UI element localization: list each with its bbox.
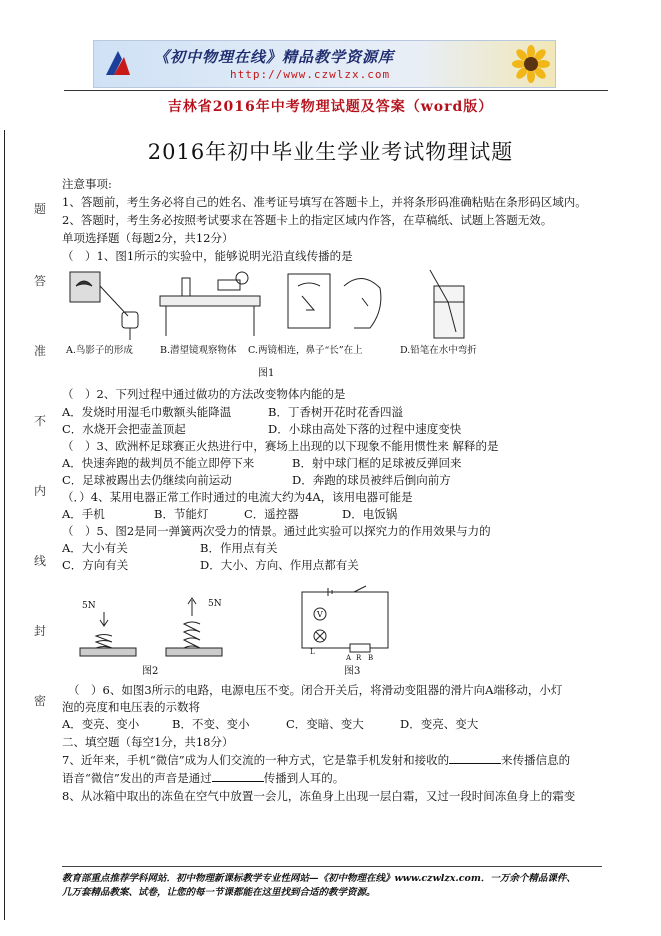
sunflower-icon [511,44,551,84]
site-banner [93,40,556,88]
document-subtitle: 吉林省2016年中考物理试题及答案（word版） [167,99,494,115]
banner-url[interactable]: http://www.czwlzx.com [230,68,391,81]
question-7-cont: 语音“微信”发出的声音是通过 传播到人耳的。 [62,771,345,785]
option-b: B．节能灯 [154,507,209,521]
figure-1-caption-d: D.铅笔在水中弯折 [400,345,477,356]
option-b: B．作用点有关 [200,541,278,555]
header-rule [64,90,608,91]
figure-2-force-label-left: 5N [82,601,96,611]
margin-char: 题 [34,202,47,216]
notes-heading: 注意事项: [62,177,112,191]
option-a: A．快速奔跑的裁判员不能立即停下来 [62,456,255,470]
svg-text:L: L [310,648,315,656]
option-a: A．手机 [62,507,105,521]
answer-blank[interactable] [449,752,501,764]
figure-1-caption-b: B.潜望镜观察物体 [160,345,237,356]
banner-title: 《初中物理在线》精品教学资源库 [154,48,395,66]
question-8: 8、从冰箱中取出的冻鱼在空气中放置一会儿，冻鱼身上出现一层白霜，又过一段时间冻鱼身上的霜变 [62,789,576,803]
option-b: B．射中球门框的足球被反弹回来 [292,456,462,470]
figure-3-circuit [298,584,394,662]
margin-char: 封 [34,624,47,638]
figure-1-label: 图1 [258,368,275,379]
document-title: 2016年初中毕业生学业考试物理试题 [147,140,514,164]
option-a: A．变亮、变小 [62,717,140,731]
figure-1-caption-c: C.两镜相连，鼻子“长”在上 [248,345,363,356]
note-item: 1、答题前，考生务必将自己的姓名、准考证号填写在答题卡上，并将条形码准确粘贴在条形码区域内。 [62,195,587,209]
option-b: B．不变、变小 [172,717,250,731]
svg-text:B: B [368,654,374,662]
binding-line [4,130,6,920]
option-d: D．变亮、变大 [400,717,479,731]
figure-2-label: 图2 [142,666,159,677]
question-4: （．）4、某用电器正常工作时通过的电流大约为4A，该用电器可能是 [62,490,413,504]
question-6-cont: 泡的亮度和电压表的示数将 [62,700,200,714]
margin-char: 内 [34,484,47,498]
answer-blank[interactable] [212,770,264,782]
section-heading: 二、填空题（每空1分，共18分） [62,735,234,749]
option-d: D．大小、方向、作用点都有关 [200,558,359,572]
section-heading: 单项选择题（每题2分，共12分） [62,231,234,245]
option-d: D．奔跑的球员被绊后倒向前方 [292,473,451,487]
option-a: A．发烧时用湿毛巾敷额头能降温 [62,405,232,419]
margin-char: 不 [34,414,47,428]
figure-2-force-label-right: 5N [208,599,222,609]
figure-3-label: 图3 [344,666,361,677]
footer-rule [62,866,602,867]
option-d: D．电饭锅 [342,507,398,521]
svg-text:R: R [356,654,362,662]
margin-char: 准 [34,344,47,358]
option-c: C．水烧开会把壶盖顶起 [62,422,186,436]
margin-char: 密 [34,694,47,708]
option-c: C．方向有关 [62,558,129,572]
question-7: 7、近年来，手机“微信”成为人们交流的一种方式，它是靠手机发射和接收的 来传播信息的 [62,753,571,767]
figure-2-springs [76,590,236,662]
svg-text:A: A [346,654,352,662]
question-6: （ ）6、如图3所示的电路，电源电压不变。闭合开关后，将滑动变阻器的滑片向A端移动，小灯 [68,683,563,697]
svg-text:V: V [317,610,323,619]
option-a: A．大小有关 [62,541,128,555]
margin-char: 答 [34,274,47,288]
site-logo-icon [102,47,134,79]
note-item: 2、答题时，考生务必按照考试要求在答题卡上的指定区域内作答，在草稿纸、试题上答题无效。 [62,213,553,227]
option-c: C．变暗、变大 [286,717,364,731]
question-5: （ ）5、图2是同一弹簧两次受力的情景。通过此实验可以探究力的作用效果与力的 [62,524,491,538]
option-c: C．遥控器 [244,507,299,521]
question-1: （ ）1、图1所示的实验中，能够说明光沿直线传播的是 [62,249,353,263]
footer-line: 几万套精品教案、试卷，让您的每一节课都能在这里找到合适的教学资源。 [62,887,376,898]
option-c: C．足球被踢出去仍继续向前运动 [62,473,232,487]
option-b: B．丁香树开花时花香四溢 [268,405,403,419]
footer-line: 教育部重点推荐学科网站．初中物理新课标教学专业性网站—《初中物理在线》www.czwlzx.com．一万余个精品课件、 [62,873,576,884]
question-2: （ ）2、下列过程中通过做功的方法改变物体内能的是 [62,387,346,401]
figure-1-caption-a: A.鸟影子的形成 [66,345,133,356]
option-d: D．小球由高处下落的过程中速度变快 [268,422,462,436]
question-3: （ ）3、欧洲杯足球赛正火热进行中，赛场上出现的以下现象不能用惯性来 解释的是 [62,439,499,453]
margin-char: 线 [34,554,47,568]
